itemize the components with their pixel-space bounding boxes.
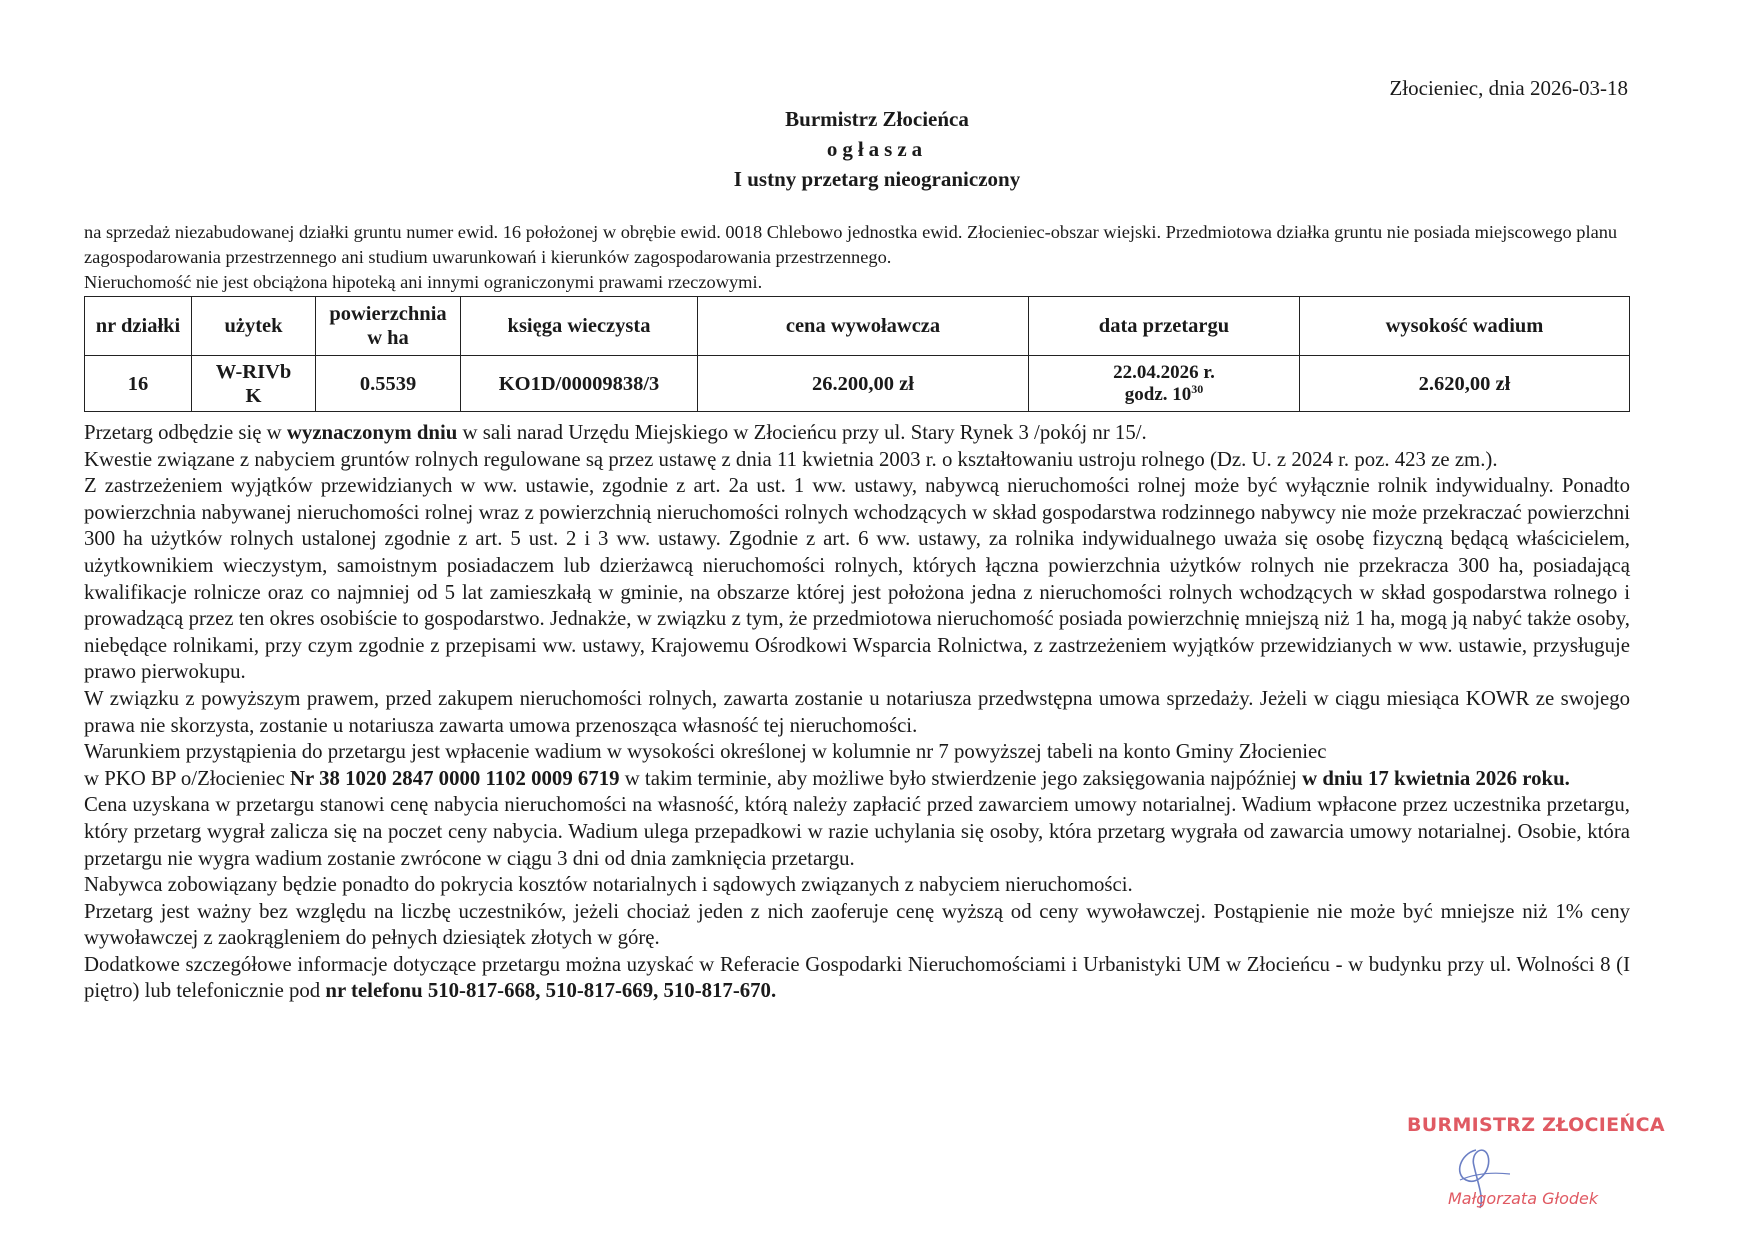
venue-text-a: Przetarg odbędzie się w: [84, 421, 287, 444]
encumbrance-note: Nieruchomość nie jest obciążona hipoteką ani innymi ograniczonymi prawami rzeczowymi.: [84, 272, 763, 292]
preemption-paragraph: W związku z powyższym prawem, przed zakupem nieruchomości rolnych, zawarta zostanie u notariusza przedwstępna umowa sprzedaży. Jeżeli w ciągu miesiąca KOWR ze swojego prawa nie skorzysta, zostanie u notariusza zawarta umowa przenosząca własność tej nieruchomości.: [84, 686, 1630, 737]
announcement-heading: [0, 104, 1754, 194]
deposit-text-d: w takim terminie, aby możliwe było stwierdzenie jego zaksięgowania najpóźniej: [619, 766, 1303, 790]
table-header-row: [85, 297, 1630, 356]
tender-date: 22.04.2026 r.: [1113, 361, 1215, 383]
deposit-text-a: Warunkiem przystąpienia do przetargu jest wpłacenie wadium w wysokości określonej w kolumnie nr 7 powyższej tabeli na konto Gminy Złocieniec: [84, 740, 1327, 764]
parcel-table: [84, 296, 1630, 412]
header-deposit: wysokość wadium: [1300, 297, 1630, 356]
place-date: Złocieniec, dnia 2026-03-18: [1389, 76, 1628, 100]
tender-time-minutes: 30: [1191, 381, 1204, 396]
deposit-text-b: w PKO BP o/Złocieniec: [84, 766, 291, 790]
header-starting-price: cena wywoławcza: [698, 297, 1029, 356]
announces-word: ogłasza: [826, 137, 928, 161]
tender-time: [1033, 381, 1295, 406]
tender-title: I ustny przetarg nieograniczony: [733, 167, 1021, 191]
cell-land-register: KO1D/00009838/3: [461, 356, 698, 412]
cell-area: 0.5539: [316, 356, 461, 412]
land-use-primary: W-RIVb: [215, 360, 292, 383]
cell-starting-price: 26.200,00 zł: [698, 356, 1029, 412]
intro-text: [84, 220, 1629, 295]
venue-text-bold: wyznaczonym dniu: [286, 421, 458, 444]
cell-deposit: 2.620,00 zł: [1300, 356, 1630, 412]
header-land-register: księga wieczysta: [461, 297, 698, 356]
deposit-paragraph: [84, 739, 1630, 792]
contact-text-a: Dodatkowe szczegółowe informacje dotyczące przetargu można uzyskać w Referacie Gospodarki Nieruchomościami i Urbanistyki UM w Złocieńcu - w budynku przy ul. Wolności 8 (I piętro) lub telefonicznie pod: [84, 952, 1630, 1003]
price-paragraph: Cena uzyskana w przetargu stanowi cenę nabycia nieruchomości na własność, którą należy zapłacić przed zawarciem umowy notarialnej. Wadium wpłacone przez uczestnika przetargu, który przetarg wygrał zalicza się na poczet ceny nabycia. Wadium ulega przepadkowi w razie uchylania się osoby, która przetarg wygrała od zawarcia umowy notarialnej. Osobie, która przetargu nie wygra wadium zostanie zwrócone w ciągu 3 dni od dnia zamknięcia przetargu.: [84, 793, 1630, 870]
issuer-title: Burmistrz Złocieńca: [785, 107, 969, 131]
tender-time-hour: godz. 10: [1124, 383, 1192, 405]
official-signature-name: Małgorzata Głodek: [1448, 1189, 1599, 1208]
contact-paragraph: [84, 952, 1630, 1005]
venue-text-c: w sali narad Urzędu Miejskiego w Złocieńcu przy ul. Stary Rynek 3 /pokój nr 15/.: [457, 421, 1147, 444]
cell-land-use: [192, 356, 316, 412]
deposit-deadline: w dniu 17 kwietnia 2026 roku.: [1302, 766, 1570, 790]
bank-account-number: Nr 38 1020 2847 0000 1102 0009 6719: [290, 766, 620, 790]
cell-tender-date: [1029, 356, 1300, 412]
table-row: [85, 356, 1630, 412]
validity-paragraph: Przetarg jest ważny bez względu na liczbę uczestników, jeżeli chociaż jeden z nich zaoferuje cenę wyższą od ceny wywoławczej. Postąpienie nie może być mniejsze niż 1% ceny wywoławczej z zaokrągleniem do pełnych dziesiątek złotych w górę.: [84, 899, 1630, 950]
header-area: powierzchnia w ha: [316, 297, 461, 356]
official-stamp-title: BURMISTRZ ZŁOCIEŃCA: [1407, 1114, 1665, 1136]
cell-parcel-number: 16: [85, 356, 192, 412]
header-parcel-number: nr działki: [85, 297, 192, 356]
costs-paragraph: Nabywca zobowiązany będzie ponadto do pokrycia kosztów notarialnych i sądowych związanych z nabyciem nieruchomości.: [84, 873, 1133, 897]
contact-phone-numbers: nr telefonu 510-817-668, 510-817-669, 510-817-670.: [325, 979, 777, 1003]
land-use-secondary: K: [245, 384, 262, 407]
announcement-body: [84, 420, 1630, 1005]
header-land-use: użytek: [192, 297, 316, 356]
buyer-requirements-paragraph: Z zastrzeżeniem wyjątków przewidzianych w ww. ustawie, zgodnie z art. 2a ust. 1 ww. ustawy, nabywcą nieruchomości rolnej może być wyłącznie rolnik indywidualny. Ponadto powierzchnia nabywanej nieruchomości rolnej wraz z powierzchnią nieruchomości rolnych wchodzących w skład gospodarstwa rodzinnego nabywcy nie może przekraczać powierzchni 300 ha użytków rolnych ustalonej zgodnie z art. 5 ust. 2 i 3 ww. ustawy. Zgodnie z art. 6 ww. ustawy, za rolnika indywidualnego uważa się osobę fizyczną będącą właścicielem, użytkownikiem wieczystym, samoistnym posiadaczem lub dzierżawcą nieruchomości rolnych, których łączna powierzchnia użytków rolnych nie przekracza 300 ha, posiadającą kwalifikacje rolnicze oraz co najmniej od 5 lat zamieszkałą w gminie, na obszarze której jest położona jedna z nieruchomości rolnych wchodzących w skład gospodarstwa rolnego i prowadzącą przez ten okres osobiście to gospodarstwo. Jednakże, w związku z tym, że przedmiotowa nieruchomość posiada powierzchnię mniejszą niż 1 ha, mogą ją nabyć także osoby, niebędące rolnikami, przy czym zgodnie z przepisami ww. ustawy, Krajowemu Ośrodkowi Wsparcia Rolnictwa, z zastrzeżeniem wyjątków przewidzianych w ww. ustawie, przysługuje prawo pierwokupu.: [84, 474, 1630, 684]
header-tender-date: data przetargu: [1029, 297, 1300, 356]
intro-paragraph: na sprzedaż niezabudowanej działki gruntu numer ewid. 16 położonej w obrębie ewid. 0018 Chlebowo jednostka ewid. Złocieniec-obszar wiejski. Przedmiotowa działka gruntu nie posiada miejscowego planu zagospodarowania przestrzennego ani studium uwarunkowań i kierunków zagospodarowania przestrzennego.: [84, 222, 1618, 267]
legal-basis-paragraph: Kwestie związane z nabyciem gruntów rolnych regulowane są przez ustawę z dnia 11 kwietnia 2003 r. o kształtowaniu ustroju rolnego (Dz. U. z 2024 r. poz. 423 ze zm.).: [84, 447, 1498, 471]
venue-paragraph: [84, 420, 1630, 447]
